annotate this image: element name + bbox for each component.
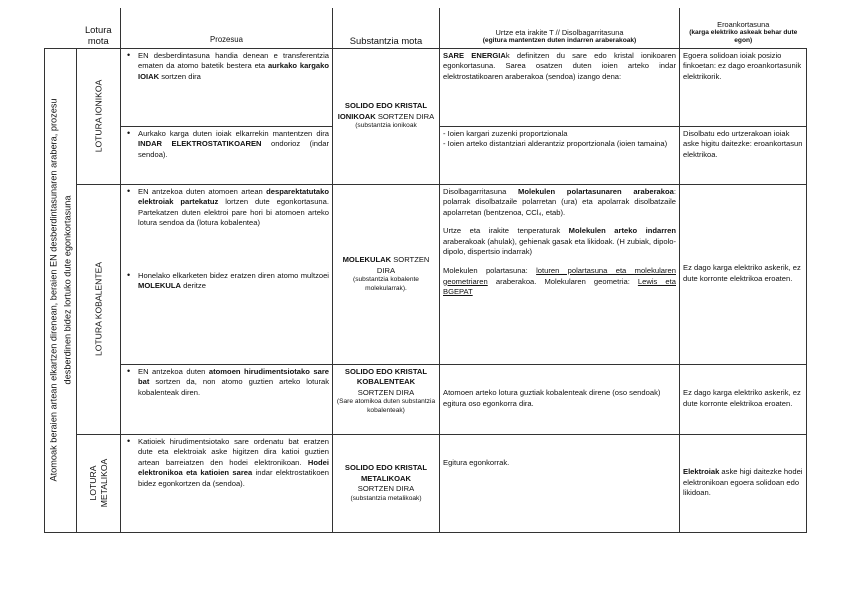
metallic-melt: Egitura egonkorrak. bbox=[440, 434, 680, 532]
covalent-melt: Disolbagarritasuna Molekulen polartasunaren araberakoa: polarrak disolbatzaile polarretan (ura) eta apolarrak disolbatzaile apolarretan (bentzenoa, CCl₄, etab). Urtze eta irakite tenperaturak Molekulen arteko indarren araberakoak (ahulak), gehienak gasak eta likidoak. (H zubiak, dipolo-dipolo, dispertsio indarrak) Molekulen polartasuna: loturen polartasuna eta molekularen geometriaren araberakoa. Molekularen geometria: Lewis eta BGEPAT bbox=[440, 184, 680, 364]
covalent-row-2 bbox=[45, 364, 807, 434]
header-prozesua: Prozesua bbox=[121, 8, 333, 48]
ionic-process-2: • Aurkako karga duten ioiak elkarrekin mantentzen dira INDAR ELEKTROSTATIKOAREN ondorioz (indar sendoa). bbox=[121, 126, 333, 184]
ionic-melt-1: SARE ENERGIAk definitzen du sare edo kristal ionikoaren egonkortasuna. Sarea osatzen duten ioien arteko indar elektrostatikoaren araberakoa (sendoa) izango dena: bbox=[440, 48, 680, 126]
ionic-process-1: • EN desberdintasuna handia denean e transferentzia ematen da atomo batetik bestera eta aurkako kargako IOIAK sortzen dira bbox=[121, 48, 333, 126]
covalent-row-1 bbox=[45, 184, 807, 364]
covalent-substance-2: SOLIDO EDO KRISTAL KOBALENTEAK SORTZEN DIRA (Sare atomikoa duten substantzia kobalenteak) bbox=[333, 364, 440, 434]
metallic-label-cell bbox=[77, 434, 121, 532]
ionic-cond-1: Egoera solidoan ioiak posizio finkoetan: ez dago eroankortasunik elektrikorik. bbox=[680, 48, 807, 126]
covalent-label: LOTURA KOBALENTEA bbox=[93, 261, 103, 357]
header-row bbox=[45, 8, 807, 48]
covalent-cond-1: Ez dago karga elektriko askerik, ez dute korronte elektrikoa eroaten. bbox=[680, 184, 807, 364]
ionic-label: LOTURA IONIKOA bbox=[93, 79, 103, 153]
covalent-melt-4: Atomoen arteko lotura guztiak kobalenteak direne (oso sendoak) egitura oso egonkorra dira. bbox=[440, 364, 680, 434]
side-label-cell bbox=[45, 48, 77, 532]
ionic-melt-2: - Ioien kargari zuzenki proportzionala - Ioien arteko distantziari alderantziz proportzionala (ioien tamaina) bbox=[440, 126, 680, 184]
metallic-cond: Elektroiak aske higi daitezke hodei elektronikoan egoera solidoan edo likidoan. bbox=[680, 434, 807, 532]
covalent-cond-2: Ez dago karga elektriko askerik, ez dute korronte elektrikoa eroaten. bbox=[680, 364, 807, 434]
header-eroankortasuna bbox=[680, 8, 807, 48]
header-eroan-sub: (karga elektriko askeak behar dute egon) bbox=[689, 28, 798, 45]
side-label-line1: Atomoak beraien artean elkartzen direnean, beraien EN desberdintasunaren arabera, prozesu bbox=[48, 98, 58, 482]
header-urtze bbox=[440, 8, 680, 48]
metallic-row bbox=[45, 434, 807, 532]
ionic-label-cell bbox=[77, 48, 121, 184]
ionic-row-1 bbox=[45, 48, 807, 126]
side-label-line2: desberdinen bidez lortuko dute egonkortasuna bbox=[61, 195, 72, 385]
covalent-process-1: • EN antzekoa duten atomoen artean desparektatutako elektroiak partekatuz lortzen dute egonkortasuna. Partekatzen duten elektroi pare hori bi atomoen arteko lotura sendoa da (lotura kobalentea) • Honelako elkarketen bidez eratzen diren atomo multzoei MOLEKULA deritze bbox=[121, 184, 333, 364]
corner-cell bbox=[45, 8, 77, 48]
covalent-label-cell bbox=[77, 184, 121, 434]
metallic-process: • Katioiek hirudimentsiotako sare ordenatu bat eratzen dute eta elektroiak aske higitzen dira katioi guztien artean barreiatzen den hodei elektronikoan. Hodei elektronikoa eta katioien sarea indar elektrostatikoen bidez egonkortzen da (sendoa). bbox=[121, 434, 333, 532]
bonding-table bbox=[44, 8, 807, 533]
covalent-substance-1: MOLEKULAK SORTZEN DIRA (substantzia kobalente molekularrak). bbox=[333, 184, 440, 364]
covalent-process-3: • EN antzekoa duten atomoen hirudimentsiotako sare bat sortzen da, non atomo guztien arteko loturak kobalenteak diren. bbox=[121, 364, 333, 434]
header-urtze-title: Urtze eta irakite T // Disolbagarritasuna bbox=[495, 28, 624, 38]
side-label bbox=[47, 98, 74, 481]
header-lotura-mota: Lotura mota bbox=[77, 8, 121, 48]
metallic-label: LOTURA METALIKOA bbox=[87, 458, 109, 508]
header-eroan-title: Eroankortasuna bbox=[717, 19, 770, 29]
ionic-substance: SOLIDO EDO KRISTAL IONIKOAK SORTZEN DIRA (substantzia ionikoak bbox=[333, 48, 440, 184]
header-substantzia-mota: Substantzia mota bbox=[333, 8, 440, 48]
header-urtze-sub: (egitura mantentzen duten indarren araberakoak) bbox=[482, 37, 637, 45]
metallic-substance: SOLIDO EDO KRISTAL METALIKOAK SORTZEN DIRA (substantzia metalikoak) bbox=[333, 434, 440, 532]
ionic-cond-2: Disolbatu edo urtzerakoan ioiak aske higitu daitezke: eroankortasun elektrikoa. bbox=[680, 126, 807, 184]
